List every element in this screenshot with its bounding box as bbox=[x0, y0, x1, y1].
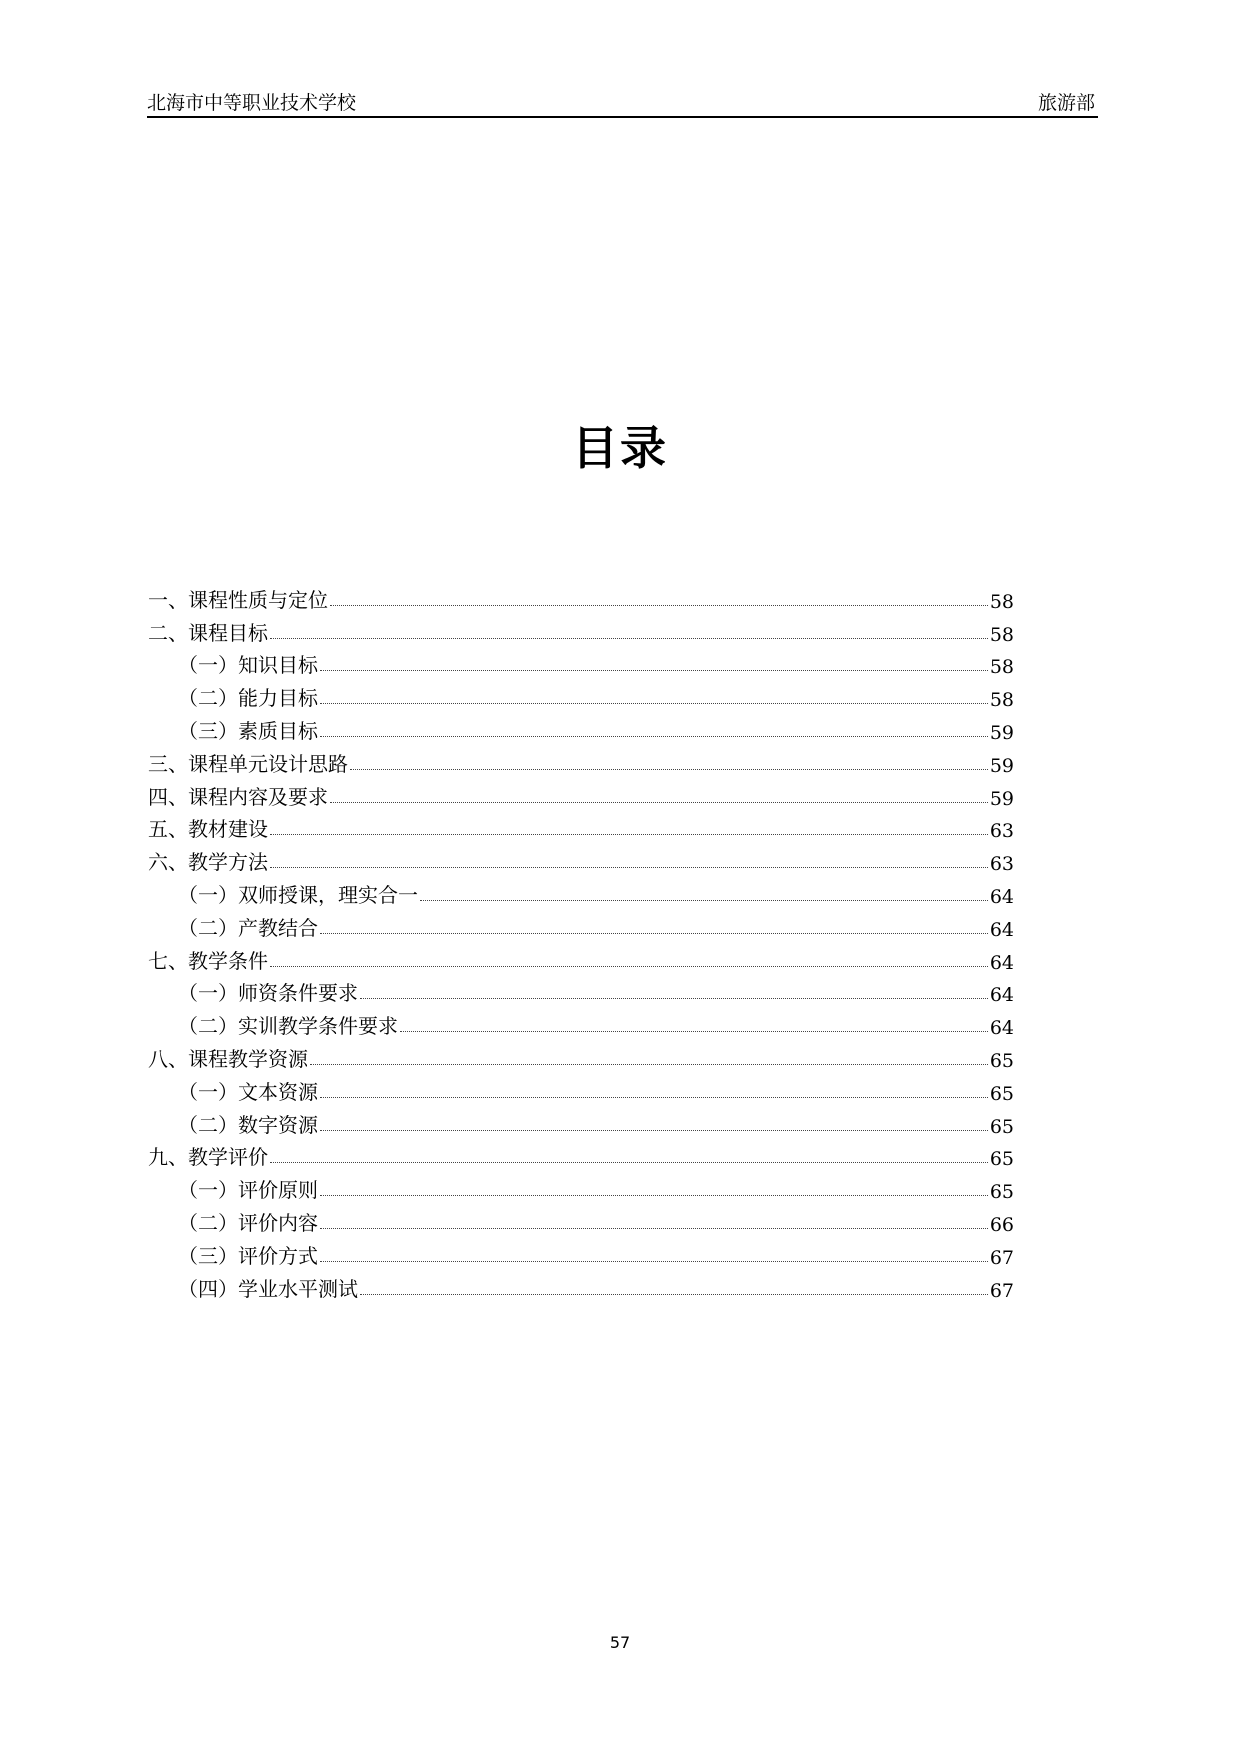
toc-entry-title: （二）评价内容 bbox=[178, 1210, 318, 1235]
toc-entry-title: （二）产教结合 bbox=[178, 915, 318, 940]
dot-leader bbox=[270, 966, 988, 967]
toc-entry[interactable] bbox=[148, 1170, 1014, 1203]
toc-entry-page: 65 bbox=[989, 1082, 1014, 1105]
toc-entry-title: （二）能力目标 bbox=[178, 686, 318, 711]
toc-entry-title: （一）知识目标 bbox=[178, 653, 318, 678]
toc-entry[interactable] bbox=[148, 744, 1014, 777]
toc-entry-title: 六、教学方法 bbox=[148, 850, 268, 875]
dot-leader bbox=[320, 1195, 988, 1196]
toc-entry-title: （一）文本资源 bbox=[178, 1079, 318, 1104]
dot-leader bbox=[350, 769, 988, 770]
toc-entry-page: 67 bbox=[989, 1279, 1014, 1302]
toc-entry-title: （二）实训教学条件要求 bbox=[178, 1014, 398, 1039]
dot-leader bbox=[320, 1130, 988, 1131]
dot-leader bbox=[320, 933, 988, 934]
toc-entry[interactable] bbox=[148, 875, 1014, 908]
toc-entry-page: 65 bbox=[989, 1181, 1014, 1204]
toc-entry[interactable] bbox=[148, 908, 1014, 941]
toc-entry-title: 二、课程目标 bbox=[148, 620, 268, 645]
toc-entry-title: （三）评价方式 bbox=[178, 1243, 318, 1268]
dot-leader bbox=[270, 834, 988, 835]
toc-entry-title: （一）双师授课，理实合一 bbox=[178, 882, 418, 907]
toc-entry[interactable] bbox=[148, 1039, 1014, 1072]
toc-entry[interactable] bbox=[148, 974, 1014, 1007]
toc-entry-title: 五、教材建设 bbox=[148, 817, 268, 842]
toc-entry-page: 66 bbox=[989, 1213, 1014, 1236]
toc-entry-page: 58 bbox=[989, 656, 1014, 679]
toc-entry[interactable] bbox=[148, 1203, 1014, 1236]
toc-entry-page: 65 bbox=[989, 1115, 1014, 1138]
toc-entry-page: 64 bbox=[989, 1017, 1014, 1040]
toc-entry-page: 64 bbox=[989, 951, 1014, 974]
toc-entry-title: 七、教学条件 bbox=[148, 948, 268, 973]
toc-entry-page: 58 bbox=[989, 689, 1014, 712]
dot-leader bbox=[330, 605, 988, 606]
toc-entry[interactable] bbox=[148, 580, 1014, 613]
dot-leader bbox=[400, 1031, 988, 1032]
dot-leader bbox=[330, 802, 988, 803]
toc-entry-page: 58 bbox=[989, 623, 1014, 646]
toc-entry-page: 59 bbox=[989, 754, 1014, 777]
toc-entry-page: 63 bbox=[989, 853, 1014, 876]
toc-entry-title: （二）数字资源 bbox=[178, 1112, 318, 1137]
toc-entry[interactable] bbox=[148, 842, 1014, 875]
toc-entry-page: 59 bbox=[989, 787, 1014, 810]
toc-entry-title: 八、课程教学资源 bbox=[148, 1046, 308, 1071]
toc-entry-page: 58 bbox=[989, 590, 1014, 613]
header-department: 旅游部 bbox=[1037, 92, 1095, 114]
dot-leader bbox=[320, 703, 988, 704]
toc-entry-title: （四）学业水平测试 bbox=[178, 1276, 358, 1301]
toc-entry-title: 一、课程性质与定位 bbox=[148, 587, 328, 612]
toc-entry[interactable] bbox=[148, 1138, 1014, 1171]
toc-entry[interactable] bbox=[148, 1006, 1014, 1039]
toc-entry[interactable] bbox=[148, 1236, 1014, 1269]
dot-leader bbox=[310, 1064, 988, 1065]
toc-entry-title: （一）评价原则 bbox=[178, 1178, 318, 1203]
dot-leader bbox=[320, 670, 988, 671]
dot-leader bbox=[320, 1097, 988, 1098]
toc-entry[interactable] bbox=[148, 678, 1014, 711]
toc-entry[interactable] bbox=[148, 1105, 1014, 1138]
toc-entry-title: （一）师资条件要求 bbox=[178, 981, 358, 1006]
toc-entry-page: 64 bbox=[989, 885, 1014, 908]
toc-entry-page: 64 bbox=[989, 984, 1014, 1007]
toc-entry-page: 64 bbox=[989, 918, 1014, 941]
toc-entry[interactable] bbox=[148, 777, 1014, 810]
toc-entry[interactable] bbox=[148, 646, 1014, 679]
toc-entry-title: 三、课程单元设计思路 bbox=[148, 751, 348, 776]
table-of-contents bbox=[148, 580, 1014, 1302]
dot-leader bbox=[270, 1162, 988, 1163]
dot-leader bbox=[360, 998, 988, 999]
toc-entry[interactable] bbox=[148, 810, 1014, 843]
toc-entry-title: 九、教学评价 bbox=[148, 1145, 268, 1170]
toc-entry-page: 67 bbox=[989, 1246, 1014, 1269]
toc-entry-page: 59 bbox=[989, 721, 1014, 744]
toc-entry-page: 65 bbox=[989, 1049, 1014, 1072]
header-school-name: 北海市中等职业技术学校 bbox=[147, 92, 357, 114]
page-header bbox=[147, 86, 1098, 118]
toc-entry-title: 四、课程内容及要求 bbox=[148, 784, 328, 809]
dot-leader bbox=[320, 1228, 988, 1229]
toc-entry[interactable] bbox=[148, 1072, 1014, 1105]
toc-entry-page: 65 bbox=[989, 1148, 1014, 1171]
dot-leader bbox=[320, 736, 988, 737]
toc-entry[interactable] bbox=[148, 941, 1014, 974]
toc-entry[interactable] bbox=[148, 711, 1014, 744]
toc-entry[interactable] bbox=[148, 613, 1014, 646]
page-title: 目录 bbox=[572, 421, 668, 475]
dot-leader bbox=[420, 900, 988, 901]
dot-leader bbox=[360, 1294, 988, 1295]
toc-entry-page: 63 bbox=[989, 820, 1014, 843]
dot-leader bbox=[320, 1261, 988, 1262]
dot-leader bbox=[270, 867, 988, 868]
page-number: 57 bbox=[609, 1633, 631, 1652]
toc-entry[interactable] bbox=[148, 1269, 1014, 1302]
dot-leader bbox=[270, 638, 988, 639]
toc-entry-title: （三）素质目标 bbox=[178, 718, 318, 743]
